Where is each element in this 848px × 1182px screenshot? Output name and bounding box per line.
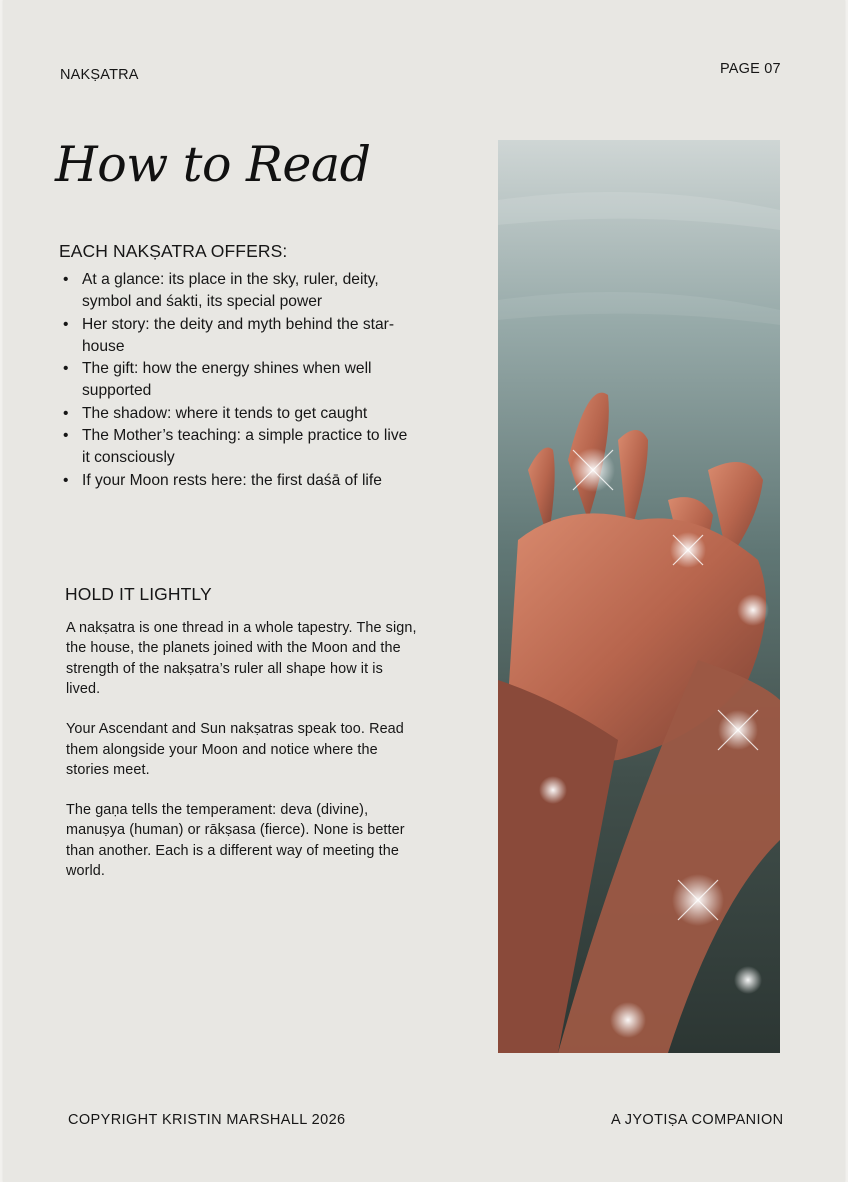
hold-paragraph: Your Ascendant and Sun nakṣatras speak too. Read them alongside your Moon and notice where the stories meet.: [66, 721, 404, 778]
list-item: [59, 314, 411, 359]
page: [3, 0, 845, 1182]
list-item: [59, 470, 411, 492]
hands-water-photo: [498, 140, 780, 1053]
header-section-label: NAKṢATRA: [60, 67, 139, 83]
list-item: [59, 403, 411, 425]
list-item-text: Her story: the deity and myth behind the star-house: [82, 315, 395, 355]
list-item: [59, 425, 411, 470]
hold-paragraph: A nakṣatra is one thread in a whole tapestry. The sign, the house, the planets joined with the Moon and the strength of the nakṣatra’s ruler all shape how it is lived.: [66, 620, 417, 698]
hold-body: [66, 618, 418, 901]
offers-heading: EACH NAKṢATRA OFFERS:: [59, 241, 288, 261]
footer-copyright: COPYRIGHT KRISTIN MARSHALL 2026: [68, 1112, 346, 1128]
offers-list: [59, 269, 411, 492]
list-item: [59, 358, 411, 403]
list-item-text: The gift: how the energy shines when well supported: [82, 360, 372, 400]
bullet-icon: •: [63, 427, 69, 445]
list-item-text: At a glance: its place in the sky, ruler, deity, symbol and śakti, its special power: [82, 271, 379, 311]
hold-heading: HOLD IT LIGHTLY: [65, 584, 212, 604]
page-number: PAGE 07: [720, 61, 781, 77]
hold-paragraph: The gaṇa tells the temperament: deva (divine), manuṣya (human) or rākṣasa (fierce). None is better than another. Each is a different way of meeting the world.: [66, 801, 405, 880]
page-title: How to Read: [55, 136, 371, 193]
bullet-icon: •: [63, 404, 69, 422]
bullet-icon: •: [63, 315, 69, 333]
list-item-text: If your Moon rests here: the first daśā of life: [82, 471, 382, 489]
list-item: [59, 269, 411, 314]
bullet-icon: •: [63, 271, 69, 288]
bullet-icon: •: [63, 471, 69, 489]
list-item-text: The shadow: where it tends to get caught: [82, 404, 368, 422]
footer-series: A JYOTIṢA COMPANION: [611, 1112, 784, 1128]
bullet-icon: •: [63, 360, 69, 378]
list-item-text: The Mother’s teaching: a simple practice to live it consciously: [82, 427, 408, 467]
